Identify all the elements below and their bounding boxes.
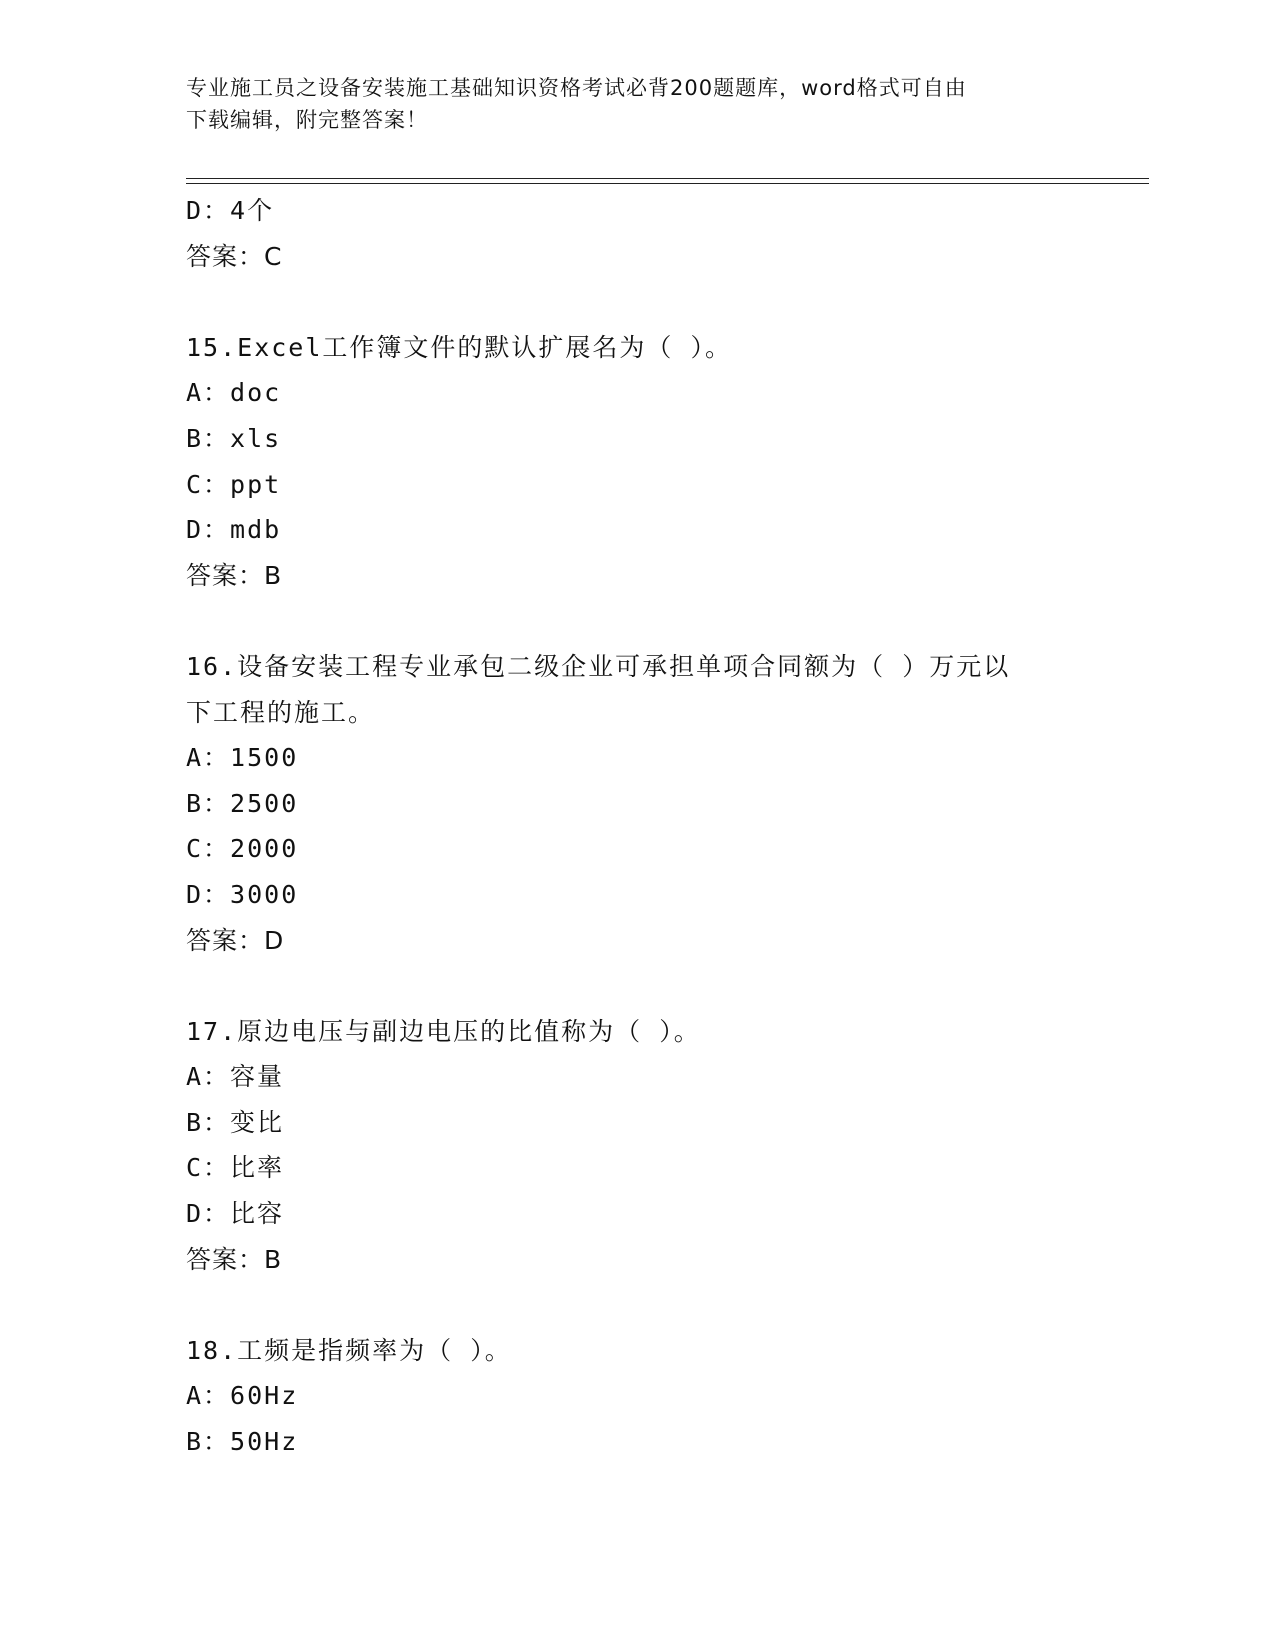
spacer xyxy=(186,598,1086,644)
answer: 答案：D xyxy=(186,925,285,955)
answer: 答案：B xyxy=(186,560,283,590)
question-title-18: 18.工频是指频率为（ ）。 xyxy=(186,1335,512,1365)
option-c: C：比率 xyxy=(186,1153,285,1183)
question-title-17: 17.原边电压与副边电压的比值称为（ ）。 xyxy=(186,1016,701,1046)
option-a: A：60Hz xyxy=(186,1381,299,1411)
option-d: D：3000 xyxy=(186,879,299,909)
option-b: B：变比 xyxy=(186,1107,285,1137)
option-d: D：4个 xyxy=(186,196,275,225)
option-c: C：2000 xyxy=(186,834,299,864)
spacer xyxy=(186,1282,1086,1328)
header-divider-top xyxy=(186,178,1149,179)
option-a: A：容量 xyxy=(186,1062,285,1092)
option-d: D：比容 xyxy=(186,1199,285,1229)
question-title-15: 15.Excel工作簿文件的默认扩展名为（ ）。 xyxy=(186,332,732,362)
answer: 答案：C xyxy=(186,241,283,271)
option-b: B：50Hz xyxy=(186,1427,299,1457)
question-title-16-line-1: 16.设备安装工程专业承包二级企业可承担单项合同额为（ ）万元以 xyxy=(186,651,1011,681)
question-list xyxy=(186,188,1086,1465)
header-divider-bottom xyxy=(186,183,1149,184)
question-title-16-line-2: 下工程的施工。 xyxy=(186,697,376,727)
option-b: B：2500 xyxy=(186,788,299,818)
answer: 答案：B xyxy=(186,1244,283,1274)
header-title-line-2: 下载编辑，附完整答案！ xyxy=(186,108,428,132)
option-d: D：mdb xyxy=(186,515,282,545)
option-c: C：ppt xyxy=(186,469,282,499)
option-a: A：1500 xyxy=(186,743,299,773)
page-header xyxy=(186,72,1066,136)
spacer xyxy=(186,279,1086,325)
header-title-line-1: 专业施工员之设备安装施工基础知识资格考试必背200题题库，word格式可自由 xyxy=(186,76,967,100)
spacer xyxy=(186,963,1086,1009)
option-b: B：xls xyxy=(186,423,282,453)
option-a: A：doc xyxy=(186,378,282,408)
